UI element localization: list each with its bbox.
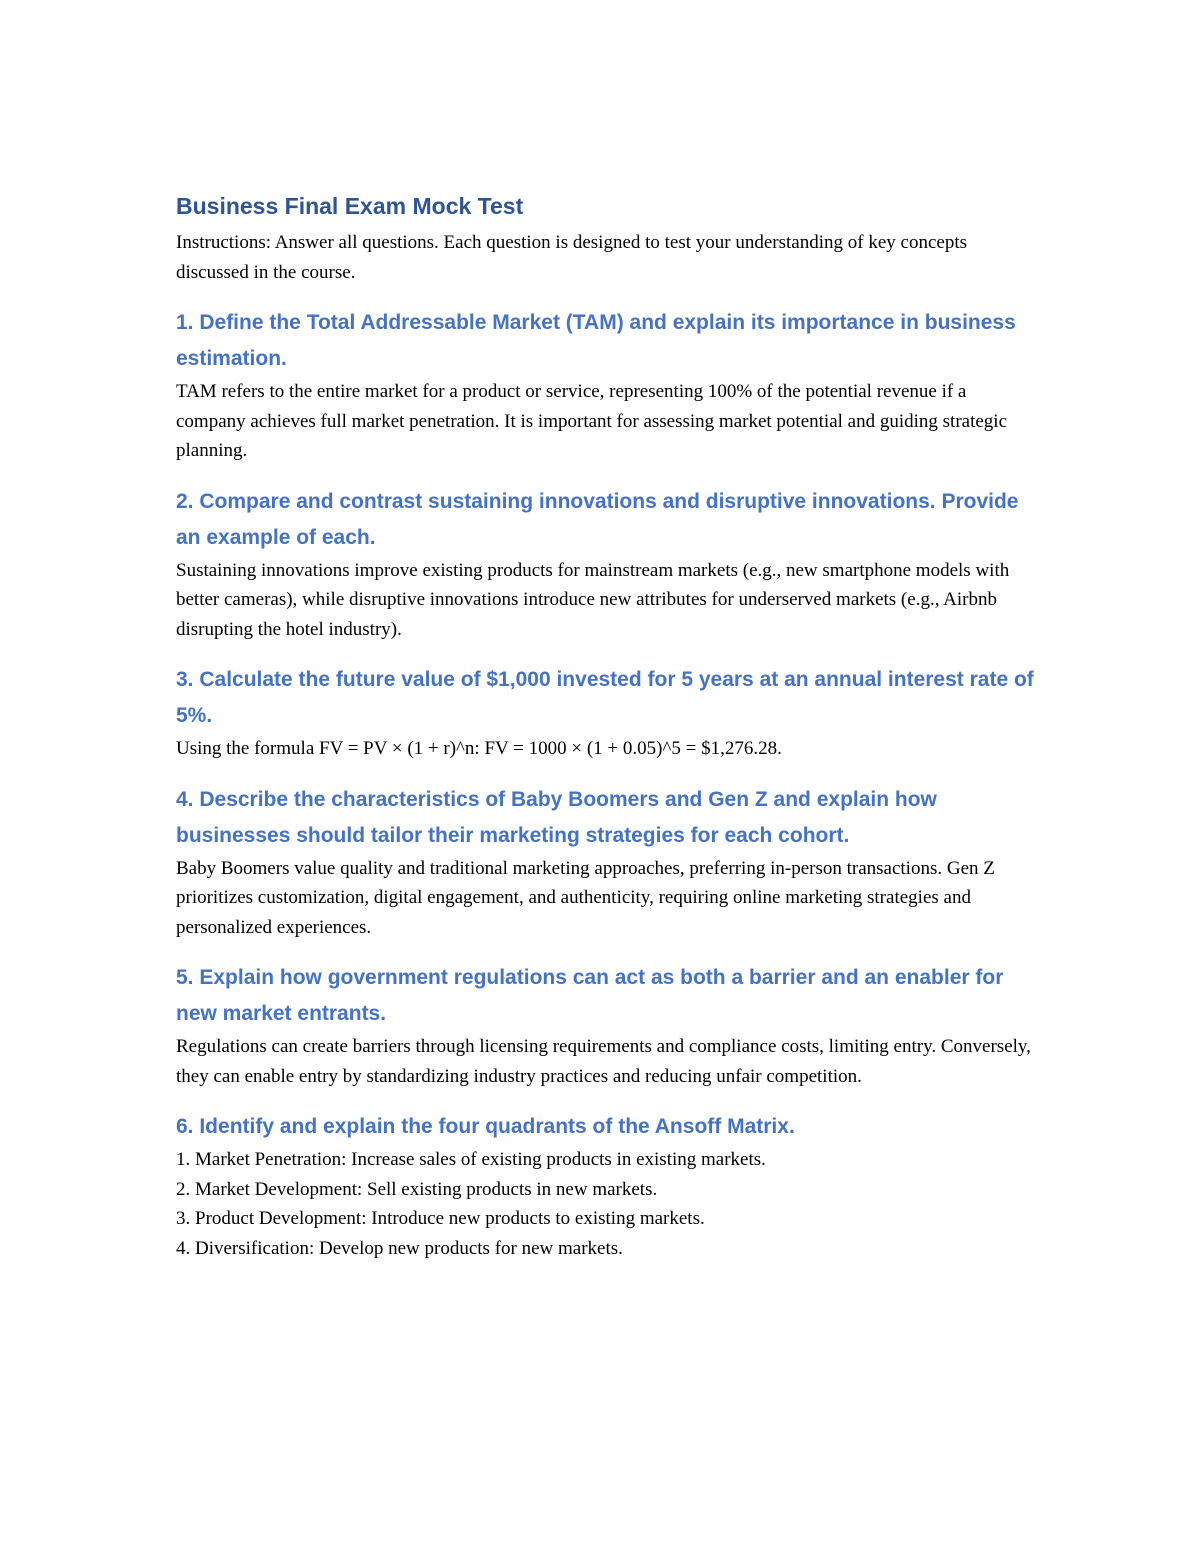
list-item: 1. Market Penetration: Increase sales of existing products in existing markets. bbox=[176, 1149, 766, 1170]
question-6 bbox=[176, 1109, 1036, 1263]
question-heading: 4. Describe the characteristics of Baby Boomers and Gen Z and explain how businesses should tailor their marketing strategies for each cohort. bbox=[176, 787, 937, 847]
answer-text: Regulations can create barriers through licensing requirements and compliance costs, limiting entry. Conversely, they can enable entry by standardizing industry practices and reducing unfair competition. bbox=[176, 1036, 1031, 1087]
document-page bbox=[176, 190, 1036, 1263]
list-item: 4. Diversification: Develop new products for new markets. bbox=[176, 1237, 623, 1259]
list-item: 3. Product Development: Introduce new products to existing markets. bbox=[176, 1208, 705, 1229]
list-item: 2. Market Development: Sell existing products in new markets. bbox=[176, 1178, 658, 1200]
question-heading: 6. Identify and explain the four quadrants of the Ansoff Matrix. bbox=[176, 1115, 795, 1138]
question-1 bbox=[176, 305, 1036, 466]
question-5 bbox=[176, 960, 1036, 1091]
answer-text: Sustaining innovations improve existing products for mainstream markets (e.g., new smartphone models with better cameras), while disruptive innovations introduce new attributes for underserved markets (e.g., Airbnb disrupting the hotel industry). bbox=[176, 559, 1010, 640]
question-3 bbox=[176, 662, 1036, 764]
question-heading: 3. Calculate the future value of $1,000 invested for 5 years at an annual interest rate of 5%. bbox=[176, 668, 1034, 727]
question-heading: 2. Compare and contrast sustaining innovations and disruptive innovations. Provide an example of each. bbox=[176, 489, 1019, 549]
document-title: Business Final Exam Mock Test bbox=[176, 193, 524, 219]
answer-text: Using the formula FV = PV × (1 + r)^n: FV = 1000 × (1 + 0.05)^5 = $1,276.28. bbox=[176, 738, 782, 759]
question-heading: 5. Explain how government regulations can act as both a barrier and an enabler for new market entrants. bbox=[176, 966, 1004, 1025]
answer-text: Baby Boomers value quality and traditional marketing approaches, preferring in-person transactions. Gen Z prioritizes customization, digital engagement, and authenticity, requiring online marketing strategies and personalized experiences. bbox=[176, 857, 995, 938]
question-2 bbox=[176, 484, 1036, 645]
question-heading: 1. Define the Total Addressable Market (TAM) and explain its importance in business estimation. bbox=[176, 311, 1016, 370]
question-4 bbox=[176, 782, 1036, 943]
answer-text: TAM refers to the entire market for a product or service, representing 100% of the potential revenue if a company achieves full market penetration. It is important for assessing market potential and guiding strategic planning. bbox=[176, 381, 1008, 461]
instructions-text: Instructions: Answer all questions. Each question is designed to test your understanding of key concepts discussed in the course. bbox=[176, 232, 967, 283]
ansoff-quadrant-list bbox=[176, 1145, 1036, 1263]
